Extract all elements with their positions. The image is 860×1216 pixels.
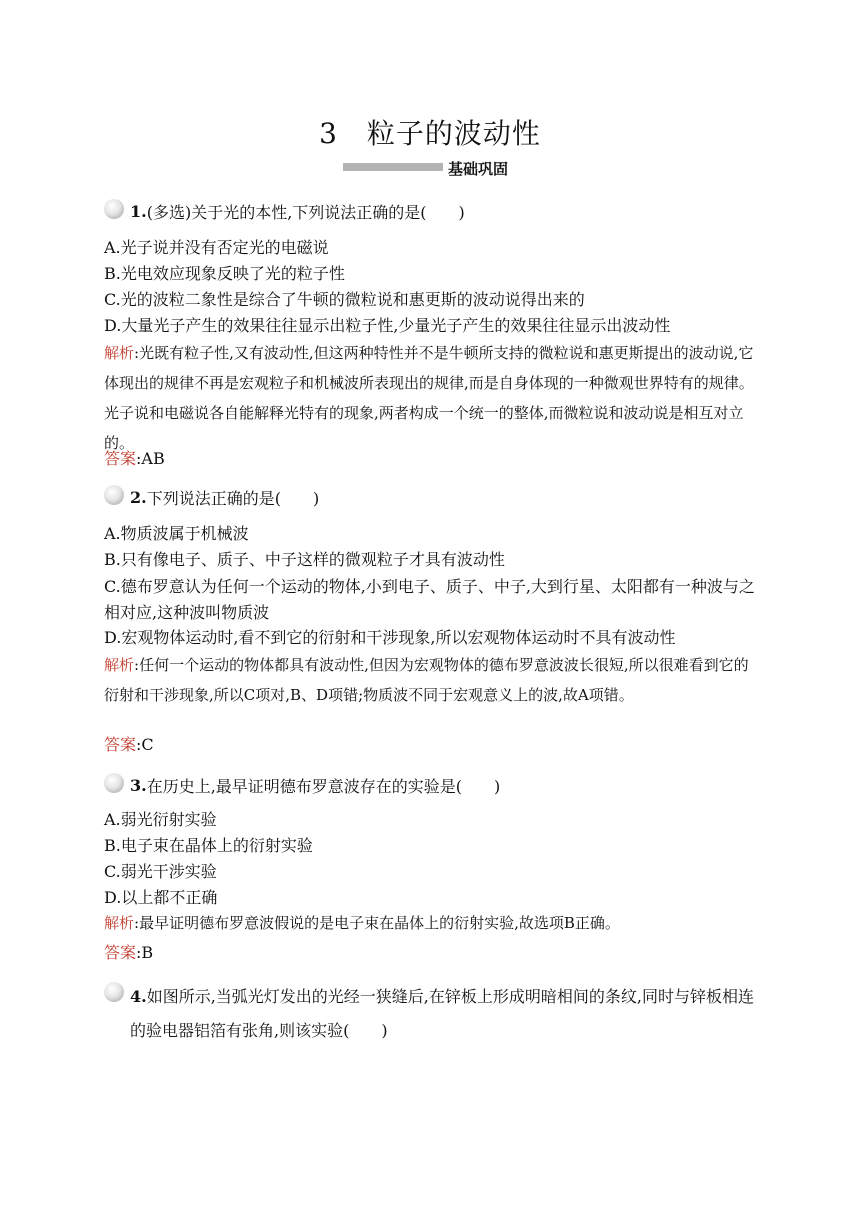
option: D.宏观物体运动时,看不到它的衍射和干涉现象,所以宏观物体运动时不具有波动性 <box>104 628 676 647</box>
answer-text: :AB <box>136 449 165 468</box>
question-stem: (多选)关于光的本性,下列说法正确的是( ) <box>146 203 465 222</box>
question-stem: 下列说法正确的是( ) <box>146 489 320 508</box>
question-3-head <box>104 774 500 797</box>
section-bar <box>343 163 443 171</box>
question-number: 4. <box>130 987 147 1006</box>
answer-text: :B <box>136 943 154 962</box>
question-stem: 如图所示,当弧光灯发出的光经一狭缝后,在锌板上形成明暗相间的条纹,同时与锌板相连的验电器铝箔有张角,则该实验( ) <box>130 987 754 1040</box>
option: A.光子说并没有否定光的电磁说 <box>104 238 329 257</box>
question-4-head <box>104 980 754 1048</box>
bullet-circle-icon <box>104 485 124 505</box>
option: C.弱光干涉实验 <box>104 862 217 881</box>
answer-block <box>104 732 154 755</box>
analysis-text: :光既有粒子性,又有波动性,但这两种特性并不是牛顿所支持的微粒说和惠更斯提出的波动说,它体现出的规律不再是宏观粒子和机械波所表现出的规律,而是自身体现的一种微观世界特有的规律。光子说和电磁说各自能解释光特有的现象,两者构成一个统一的整体,而微粒说和波动说是相互对立的。 <box>104 344 754 452</box>
answer-text: :C <box>136 735 154 754</box>
analysis-block <box>104 338 754 458</box>
analysis-label: 解析 <box>104 914 135 932</box>
answer-block <box>104 446 165 469</box>
option: A.弱光衍射实验 <box>104 810 217 829</box>
question-stem: 在历史上,最早证明德布罗意波存在的实验是( ) <box>146 777 501 796</box>
analysis-block <box>104 650 754 710</box>
question-number: 3. <box>130 776 147 795</box>
analysis-label: 解析 <box>104 344 135 362</box>
answer-label: 答案 <box>104 943 137 962</box>
analysis-text: :任何一个运动的物体都具有波动性,但因为宏观物体的德布罗意波波长很短,所以很难看到它的衍射和干涉现象,所以C项对,B、D项错;物质波不同于宏观意义上的波,故A项错。 <box>104 656 749 704</box>
option: B.电子束在晶体上的衍射实验 <box>104 836 313 855</box>
question-1-head <box>104 200 465 223</box>
option: C.德布罗意认为任何一个运动的物体,小到电子、质子、中子,大到行星、太阳都有一种波与之相对应,这种波叫物质波 <box>104 577 755 622</box>
question-2-head <box>104 486 319 509</box>
option: D.以上都不正确 <box>104 888 218 907</box>
option: D.大量光子产生的效果往往显示出粒子性,少量光子产生的效果往往显示出波动性 <box>104 316 671 335</box>
analysis-label: 解析 <box>104 656 135 674</box>
analysis-block <box>104 908 754 938</box>
option: A.物质波属于机械波 <box>104 524 249 543</box>
question-stem-block <box>130 980 754 1048</box>
analysis-text: :最早证明德布罗意波假说的是电子束在晶体上的衍射实验,故选项B正确。 <box>134 914 620 932</box>
page-title: 3 粒子的波动性 <box>319 117 541 150</box>
section-label: 基础巩固 <box>448 160 509 178</box>
answer-label: 答案 <box>104 449 137 468</box>
option: C.光的波粒二象性是综合了牛顿的微粒说和惠更斯的波动说得出来的 <box>104 290 585 309</box>
option: B.光电效应现象反映了光的粒子性 <box>104 264 345 283</box>
question-number: 1. <box>130 202 147 221</box>
answer-block <box>104 940 153 963</box>
bullet-circle-icon <box>104 773 124 793</box>
bullet-circle-icon <box>104 199 124 219</box>
question-number: 2. <box>130 488 147 507</box>
option: B.只有像电子、质子、中子这样的微观粒子才具有波动性 <box>104 550 505 569</box>
answer-label: 答案 <box>104 735 137 754</box>
bullet-circle-icon <box>104 982 124 1002</box>
